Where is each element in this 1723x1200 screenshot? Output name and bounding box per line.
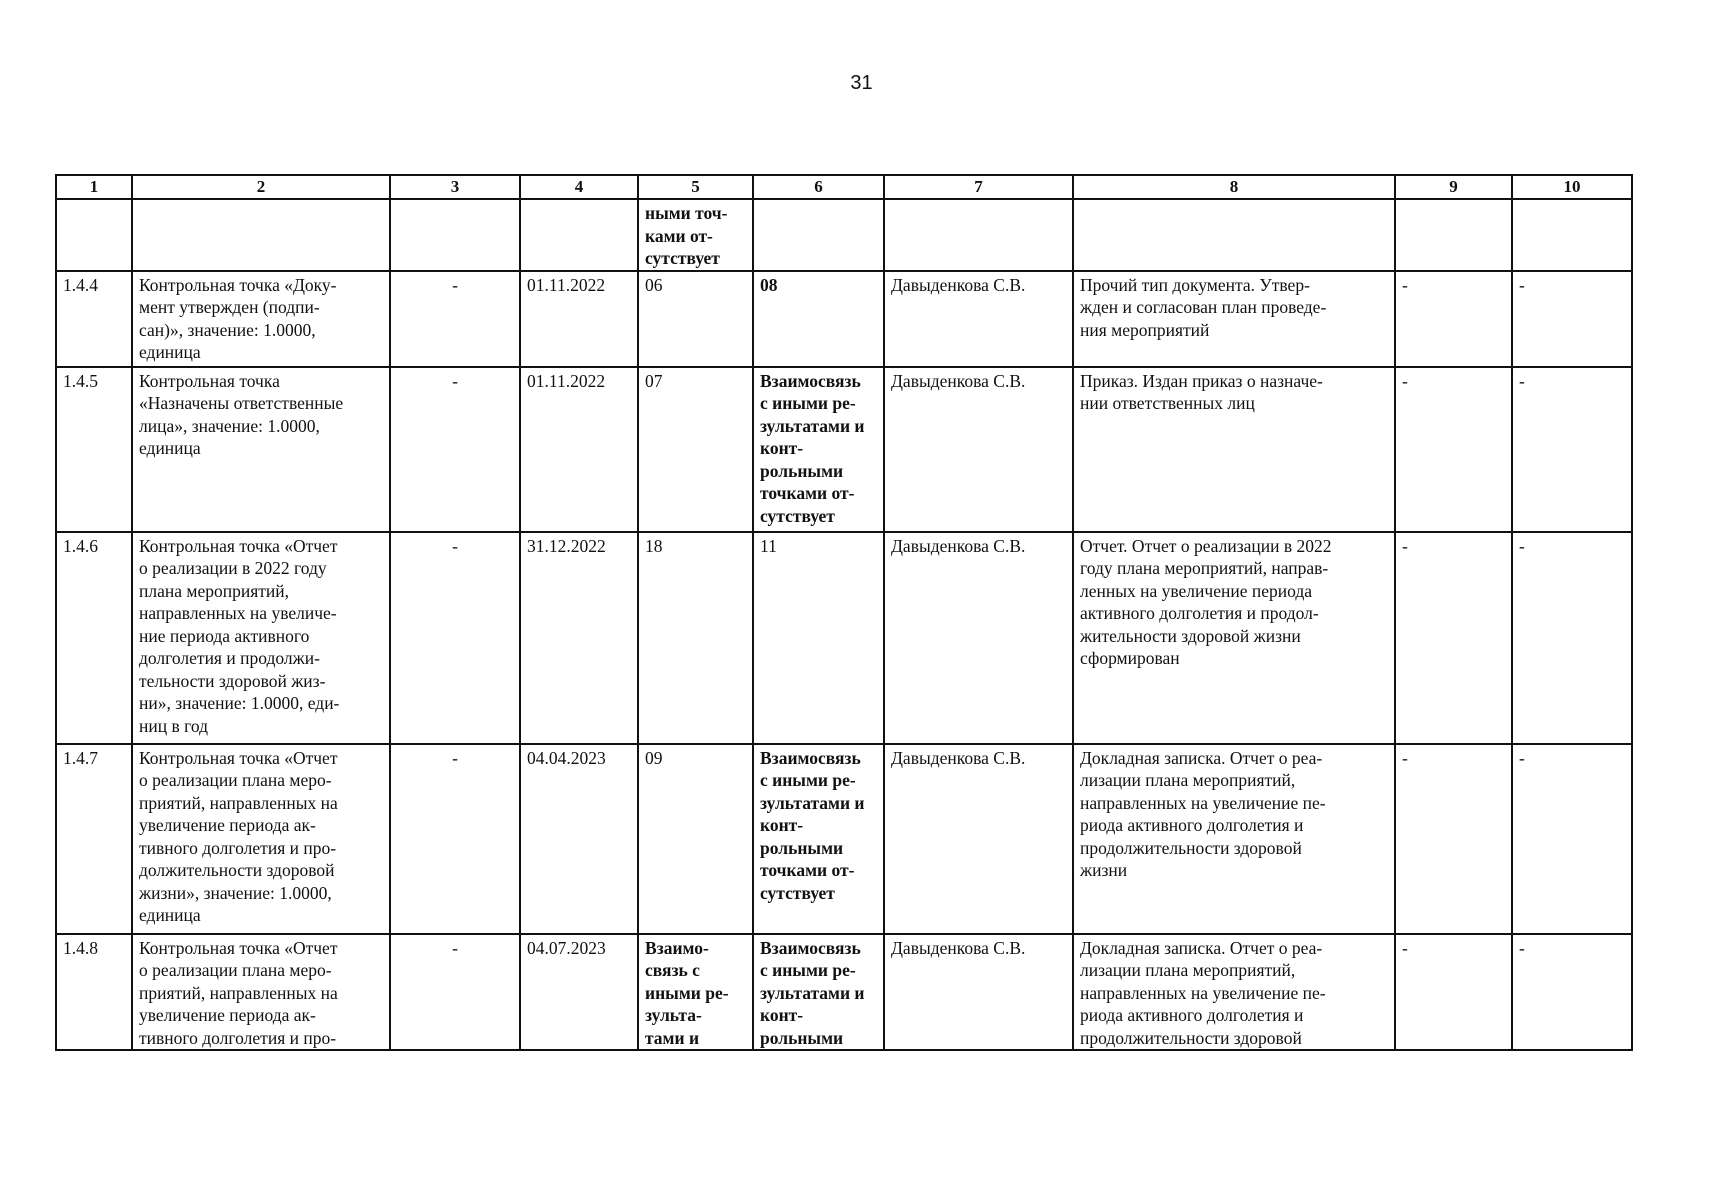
cell [56, 199, 132, 271]
cell-responsible: Давыденкова С.В. [884, 271, 1073, 367]
cell [132, 199, 390, 271]
cell-col3: - [390, 271, 520, 367]
cell-responsible: Давыденкова С.В. [884, 934, 1073, 1051]
cell-col3: - [390, 532, 520, 744]
cell-name: Контрольная точка «Отчет о реализации плана меро- приятий, направленных на увеличение периода ак- тивного долголетия и про- [132, 934, 390, 1051]
cell-col3: - [390, 934, 520, 1051]
header-col-1: 1 [56, 175, 132, 199]
cell [1512, 199, 1632, 271]
cell-number: 1.4.6 [56, 532, 132, 744]
cell-col3: - [390, 367, 520, 532]
header-col-6: 6 [753, 175, 884, 199]
cell-responsible: Давыденкова С.В. [884, 744, 1073, 934]
table-row [56, 367, 1632, 532]
cell-col6: 08 [753, 271, 884, 367]
cell [1073, 199, 1395, 271]
cell-col5: Взаимо- связь с иными ре- зульта- тами и [638, 934, 753, 1051]
cell-col9: - [1395, 532, 1512, 744]
cell-relation-continued: ными точ- ками от- сутствует [638, 199, 753, 271]
cell-col6: Взаимосвязь с иными ре- зультатами и конт- рольными точками от- сутствует [753, 367, 884, 532]
cell-name: Контрольная точка «Доку- мент утвержден (подпи- сан)», значение: 1.0000, единица [132, 271, 390, 367]
cell-number: 1.4.4 [56, 271, 132, 367]
header-col-9: 9 [1395, 175, 1512, 199]
cell-col9: - [1395, 271, 1512, 367]
cell-description: Приказ. Издан приказ о назначе- нии ответственных лиц [1073, 367, 1395, 532]
cell-name: Контрольная точка «Отчет о реализации плана меро- приятий, направленных на увеличение периода ак- тивного долголетия и про- должительности здоровой жизни», значение: 1.0000, единица [132, 744, 390, 934]
table-row [56, 934, 1632, 1051]
cell-description: Докладная записка. Отчет о реа- лизации плана мероприятий, направленных на увеличение пе- риода активного долголетия и продолжительности здоровой [1073, 934, 1395, 1051]
cell-col6: Взаимосвязь с иными ре- зультатами и конт- рольными точками от- сутствует [753, 744, 884, 934]
cell-name: Контрольная точка «Отчет о реализации в 2022 году плана мероприятий, направленных на увеличе- ние периода активного долголетия и продолжи- тельности здоровой жиз- ни», значение: 1.0000, еди- ниц в год [132, 532, 390, 744]
cell-col5: 06 [638, 271, 753, 367]
cell-col10: - [1512, 532, 1632, 744]
cell-col9: - [1395, 744, 1512, 934]
table-row [56, 271, 1632, 367]
cell-number: 1.4.8 [56, 934, 132, 1051]
header-row [56, 175, 1632, 199]
cell-date: 01.11.2022 [520, 271, 638, 367]
cell-name: Контрольная точка «Назначены ответственные лица», значение: 1.0000, единица [132, 367, 390, 532]
cell-col10: - [1512, 744, 1632, 934]
cell-col5: 07 [638, 367, 753, 532]
cell-date: 04.04.2023 [520, 744, 638, 934]
cell-col10: - [1512, 367, 1632, 532]
cell-date: 04.07.2023 [520, 934, 638, 1051]
header-col-7: 7 [884, 175, 1073, 199]
header-col-5: 5 [638, 175, 753, 199]
table-row [56, 532, 1632, 744]
page-number: 31 [850, 72, 873, 94]
control-points-table [55, 174, 1633, 1051]
cell-col10: - [1512, 934, 1632, 1051]
cell-description: Прочий тип документа. Утвер- жден и согласован план проведе- ния мероприятий [1073, 271, 1395, 367]
table-row [56, 744, 1632, 934]
cell-number: 1.4.7 [56, 744, 132, 934]
cell-col6: Взаимосвязь с иными ре- зультатами и конт- рольными [753, 934, 884, 1051]
continuation-row [56, 199, 1632, 271]
cell-col5: 09 [638, 744, 753, 934]
cell [390, 199, 520, 271]
cell-description: Докладная записка. Отчет о реа- лизации плана мероприятий, направленных на увеличение пе- риода активного долголетия и продолжительности здоровой жизни [1073, 744, 1395, 934]
header-col-4: 4 [520, 175, 638, 199]
cell-col10: - [1512, 271, 1632, 367]
cell [884, 199, 1073, 271]
cell-col5: 18 [638, 532, 753, 744]
cell-col9: - [1395, 367, 1512, 532]
header-col-10: 10 [1512, 175, 1632, 199]
cell [520, 199, 638, 271]
cell [1395, 199, 1512, 271]
cell-col3: - [390, 744, 520, 934]
header-col-3: 3 [390, 175, 520, 199]
cell-col6: 11 [753, 532, 884, 744]
cell-responsible: Давыденкова С.В. [884, 532, 1073, 744]
cell-number: 1.4.5 [56, 367, 132, 532]
cell-date: 01.11.2022 [520, 367, 638, 532]
cell-responsible: Давыденкова С.В. [884, 367, 1073, 532]
cell-date: 31.12.2022 [520, 532, 638, 744]
header-col-2: 2 [132, 175, 390, 199]
cell-description: Отчет. Отчет о реализации в 2022 году плана мероприятий, направ- ленных на увеличение периода активного долголетия и продол- жительности здоровой жизни сформирован [1073, 532, 1395, 744]
header-col-8: 8 [1073, 175, 1395, 199]
cell [753, 199, 884, 271]
cell-col9: - [1395, 934, 1512, 1051]
